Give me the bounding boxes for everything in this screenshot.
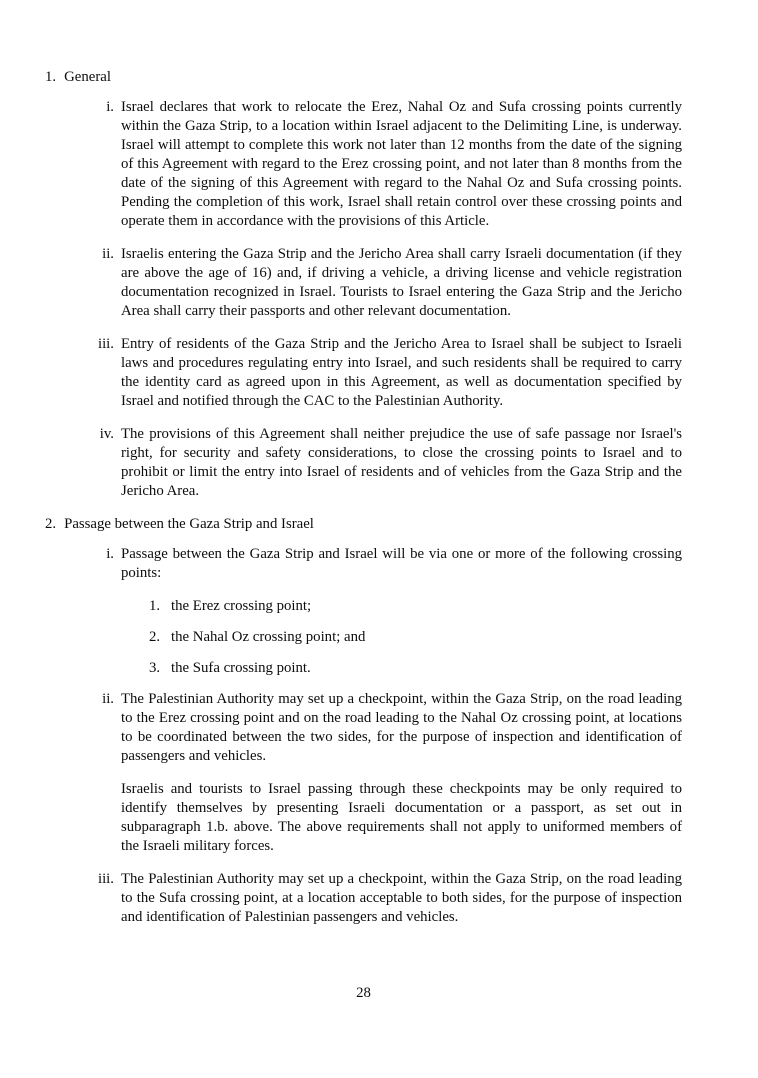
section-number: 1. — [45, 69, 57, 85]
item-body — [121, 870, 682, 941]
sub-item-label: 1. — [149, 598, 161, 614]
item-label: i. — [106, 99, 114, 115]
list-item — [87, 425, 682, 515]
paragraph: Passage between the Gaza Strip and Israel will be via one or more of the following crossing points: — [121, 546, 682, 581]
paragraph: Israelis entering the Gaza Strip and the Jericho Area shall carry Israeli documentation (if they are above the age of 16) and, if driving a vehicle, a driving license and vehicle registration documentation recognized in Israel. Tourists to Israel entering the Gaza Strip and the Jericho Area shall carry their passports and other relevant documentation. — [121, 246, 682, 319]
paragraph: Israel declares that work to relocate the Erez, Nahal Oz and Sufa crossing points currently within the Gaza Strip, to a location within Israel adjacent to the Delimiting Line, is underway. Israel will attempt to complete this work not later than 12 months from the date of the signing of this Agreement with regard to the Erez crossing point, and not later than 8 months from the date of the signing of this Agreement with regard to the Nahal Oz and Sufa crossing points. Pending the completion of this work, Israel shall retain control over these crossing points and operate them in accordance with the provisions of this Article. — [121, 99, 682, 229]
section-title: General — [64, 69, 111, 85]
list-item — [87, 245, 682, 335]
section-heading — [45, 515, 682, 534]
sub-list-item — [149, 628, 682, 647]
item-label: i. — [106, 546, 114, 562]
paragraph: Israelis and tourists to Israel passing through these checkpoints may be only required to identify themselves by presenting Israeli documentation or a passport, as set out in subparagraph 1.b. above. The above requirements shall not apply to uniformed members of the Israeli military forces. — [121, 781, 682, 854]
item-label: ii. — [102, 691, 114, 707]
sub-list-item — [149, 659, 682, 678]
list-item — [87, 870, 682, 941]
section-heading — [45, 68, 682, 87]
page-number: 28 — [356, 985, 371, 1001]
section-general — [45, 68, 682, 515]
item-body — [121, 545, 682, 690]
item-body — [121, 335, 682, 425]
paragraph: The provisions of this Agreement shall neither prejudice the use of safe passage nor Israel's right, for security and safety considerations, to close the crossing points to Israel and to prohibit or limit the entry into Israel of residents and of vehicles from the Gaza Strip and the Jericho Area. — [121, 426, 682, 499]
sub-item-text: the Sufa crossing point. — [171, 660, 311, 676]
paragraph: The Palestinian Authority may set up a checkpoint, within the Gaza Strip, on the road leading to the Sufa crossing point, at a location acceptable to both sides, for the purpose of inspection and identification of Palestinian passengers and vehicles. — [121, 871, 682, 925]
list-item — [87, 335, 682, 425]
paragraph: The Palestinian Authority may set up a checkpoint, within the Gaza Strip, on the road leading to the Erez crossing point and on the road leading to the Nahal Oz crossing point, at locations to be coordinated between the two sides, for the purpose of inspection and identification of passengers and vehicles. — [121, 691, 682, 764]
item-label: iv. — [99, 426, 114, 442]
sub-item-label: 3. — [149, 660, 161, 676]
item-label: iii. — [97, 871, 114, 887]
crossing-points-list — [121, 597, 682, 678]
list-item — [87, 98, 682, 245]
item-body — [121, 690, 682, 870]
sub-list-item — [149, 597, 682, 616]
paragraph: Entry of residents of the Gaza Strip and the Jericho Area to Israel shall be subject to Israeli laws and procedures regulating entry into Israel, and such residents shall be required to carry the identity card as agreed upon in this Agreement, as well as documentation specified by Israel and notified through the CAC to the Palestinian Authority. — [121, 336, 682, 409]
sub-item-text: the Erez crossing point; — [171, 598, 312, 614]
sub-item-label: 2. — [149, 629, 161, 645]
item-body — [121, 425, 682, 515]
sub-item-text: the Nahal Oz crossing point; and — [171, 629, 366, 645]
item-body — [121, 245, 682, 335]
item-body — [121, 98, 682, 245]
item-label: iii. — [97, 336, 114, 352]
section-title: Passage between the Gaza Strip and Israel — [64, 516, 314, 532]
list-item — [87, 690, 682, 870]
section-passage — [45, 515, 682, 941]
section-number: 2. — [45, 516, 57, 532]
list-item — [87, 545, 682, 690]
item-label: ii. — [102, 246, 114, 262]
